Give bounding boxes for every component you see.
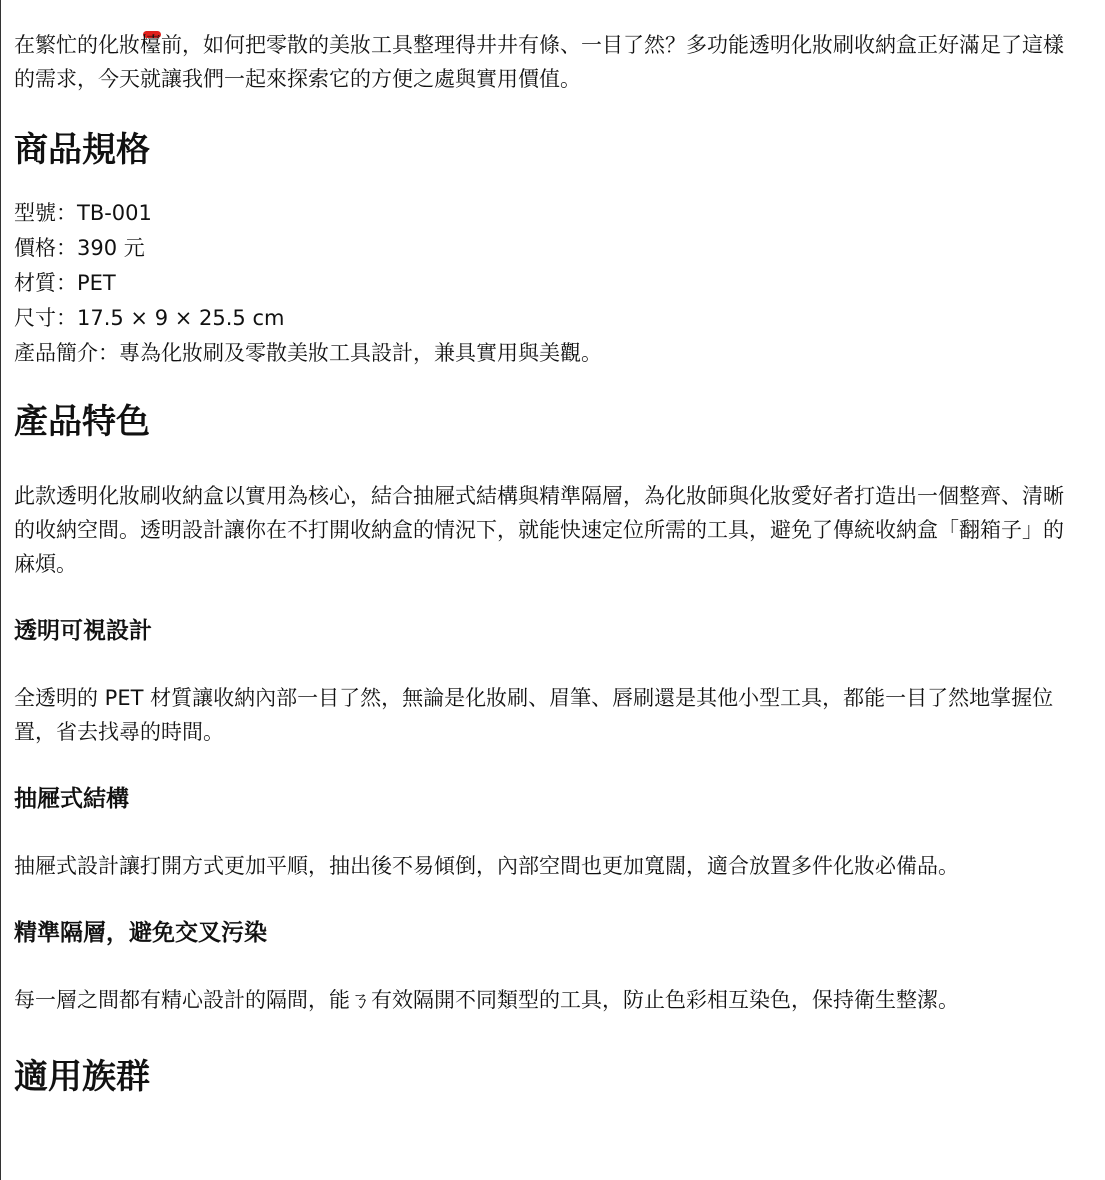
feature-title-divider: 精準隔層，避免交叉污染 — [14, 920, 267, 946]
audience-heading: 適用族群 — [14, 1057, 150, 1097]
feature-title-transparent: 透明可視設計 — [14, 618, 152, 644]
left-border — [0, 0, 1, 1180]
feature-title-drawer: 抽屜式結構 — [14, 786, 129, 812]
spec-item-price: 價格：390 元 — [14, 236, 145, 260]
spec-item-material: 材質：PET — [14, 271, 116, 295]
features-paragraph: 此款透明化妝刷收納盒以實用為核心，結合抽屜式結構與精準隔層，為化妝師與化妝愛好者打造出一個整齊、清晰的收納空間。透明設計讓你在不打開收納盒的情況下，就能快速定位所需的工具，避免了傳統收納盒「翻箱子」的麻煩。 — [14, 484, 1064, 576]
features-heading: 產品特色 — [14, 402, 150, 442]
spec-item-size: 尺寸：17.5 × 9 × 25.5 cm — [14, 306, 285, 330]
specs-heading: 商品規格 — [14, 130, 150, 170]
article — [14, 28, 1078, 1099]
spec-item-model: 型號：TB-001 — [14, 201, 152, 225]
feature-text-transparent: 全透明的 PET 材質讓收納內部一目了然，無論是化妝刷、眉筆、唇刷還是其他小型工具，都能一目了然地掌握位置，省去找尋的時間。 — [14, 686, 1054, 744]
spec-item-description: 產品簡介：專為化妝刷及零散美妝工具設計，兼具實用與美觀。 — [14, 341, 602, 365]
feature-text-drawer: 抽屜式設計讓打開方式更加平順，抽出後不易傾倒，內部空間也更加寬闊，適合放置多件化妝必備品。 — [14, 854, 959, 878]
intro-paragraph: 在繁忙的化妝檯前，如何把零散的美妝工具整理得井井有條、一目了然？多功能透明化妝刷收納盒正好滿足了這樣的需求，今天就讓我們一起來探索它的方便之處與實用價值。 — [14, 33, 1064, 91]
feature-text-divider: 每一層之間都有精心設計的隔間，能ㄋ有效隔開不同類型的工具，防止色彩相互染色，保持衛生整潔。 — [14, 988, 959, 1012]
spec-list — [14, 196, 1078, 371]
